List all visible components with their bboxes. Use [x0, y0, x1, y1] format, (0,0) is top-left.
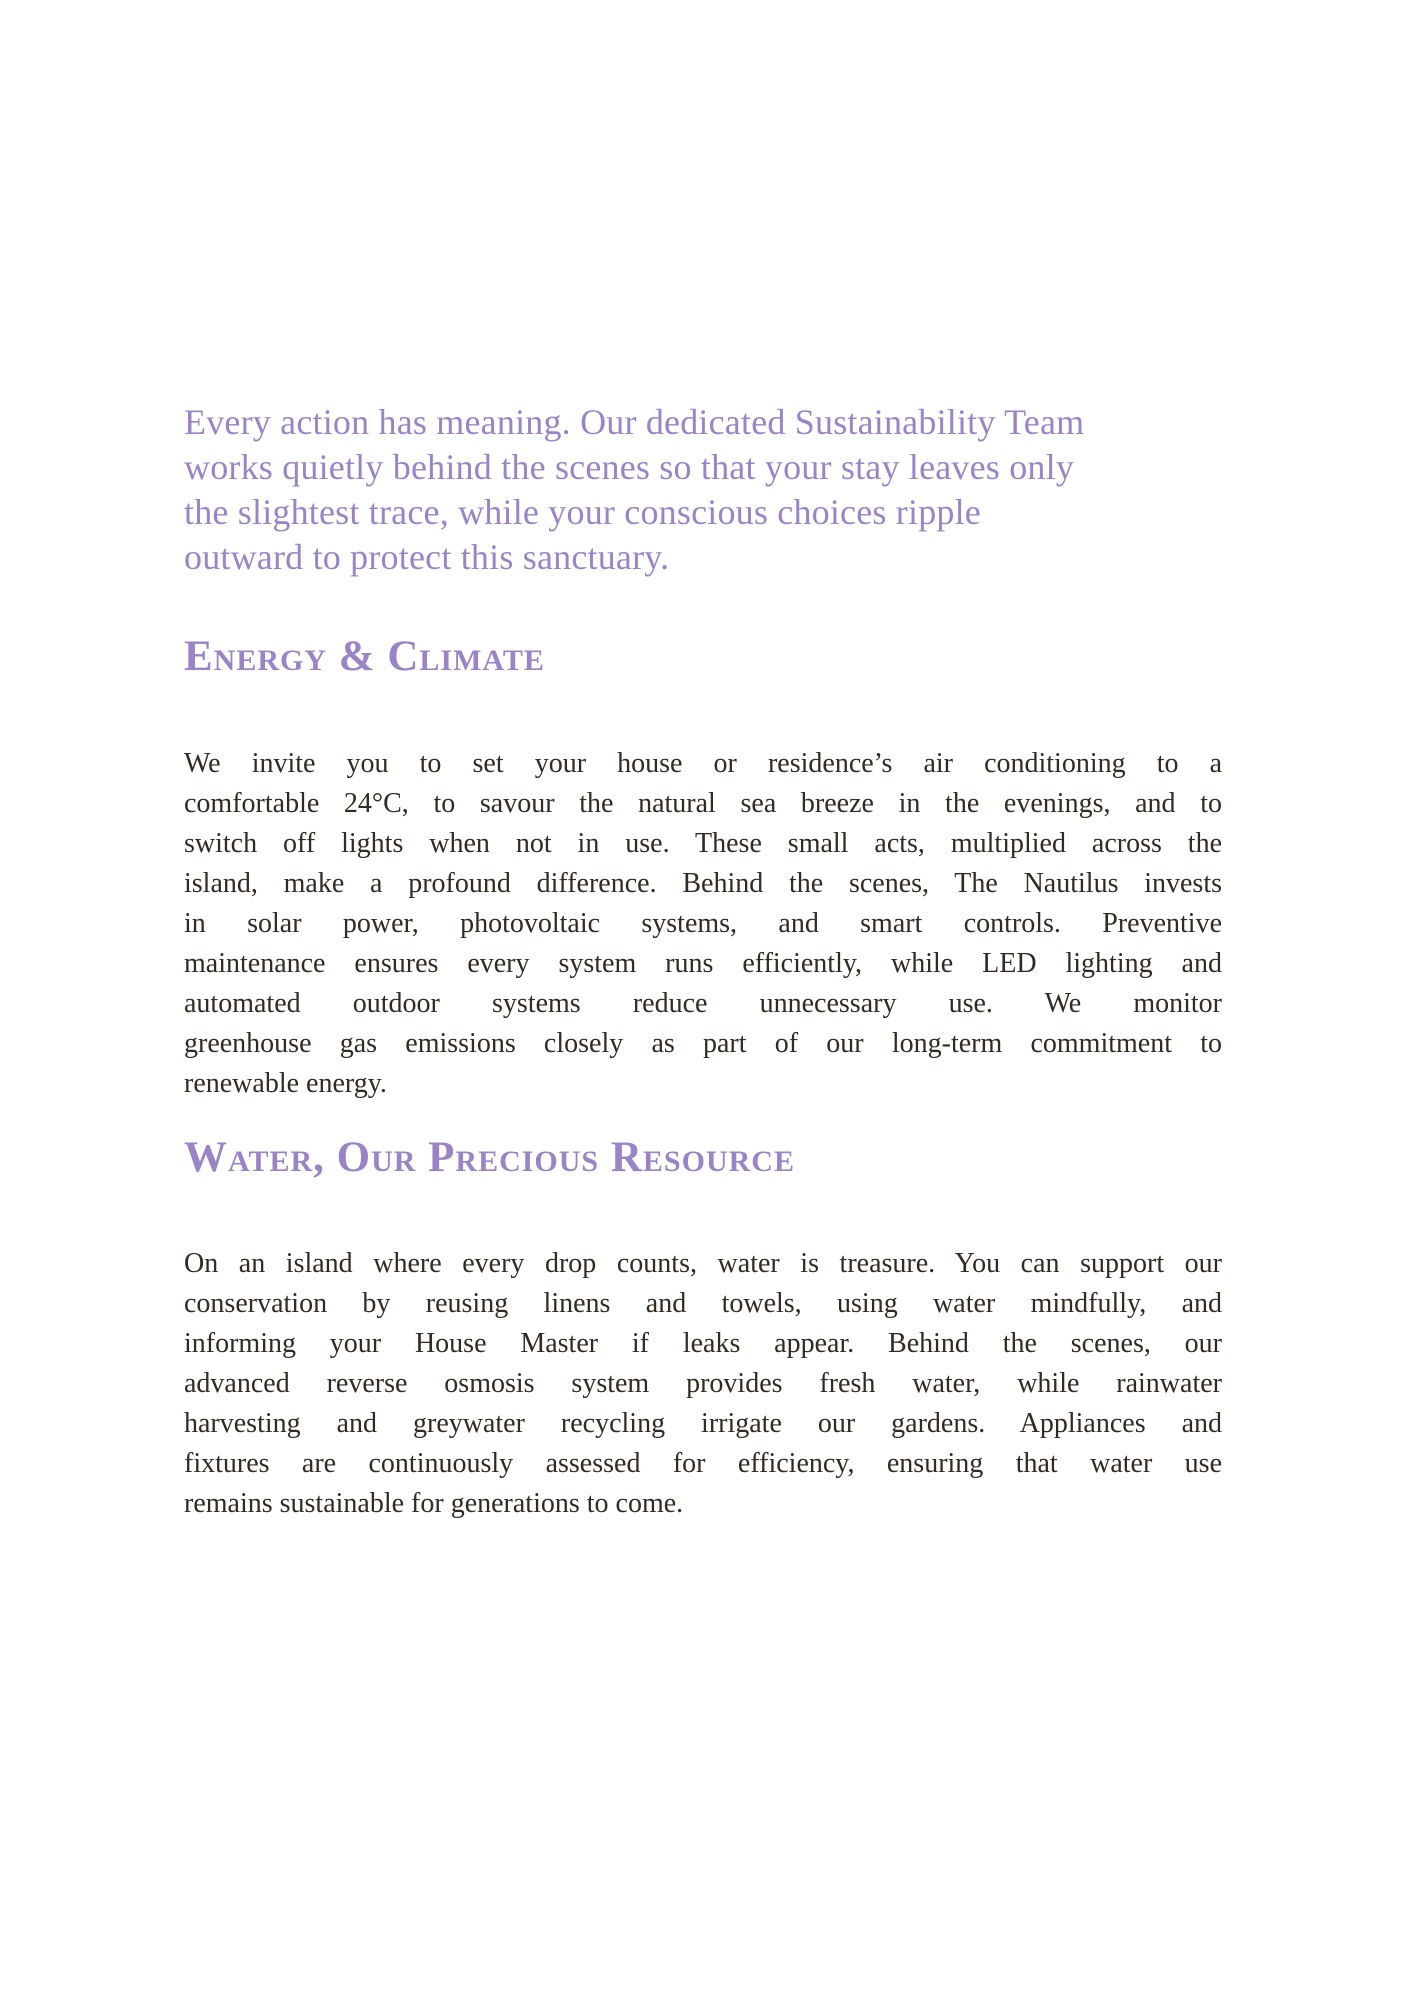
text-line: informing your House Master if leaks appear. Behind the scenes, our: [184, 1328, 1222, 1359]
text-line: fixtures are continuously assessed for efficiency, ensuring that water use: [184, 1448, 1222, 1479]
text-line: island, make a profound difference. Behind the scenes, The Nautilus invests: [184, 868, 1222, 899]
text-line: the slightest trace, while your conscious choices ripple: [184, 492, 981, 532]
text-line: We invite you to set your house or residence’s air conditioning to a: [184, 748, 1222, 779]
text-line: works quietly behind the scenes so that your stay leaves only: [184, 447, 1075, 487]
text-line: advanced reverse osmosis system provides fresh water, while rainwater: [184, 1368, 1222, 1399]
text-line: outward to protect this sanctuary.: [184, 537, 670, 577]
text-line: comfortable 24°C, to savour the natural sea breeze in the evenings, and to: [184, 788, 1222, 819]
text-line: greenhouse gas emissions closely as part of our long-term commitment to: [184, 1028, 1222, 1059]
text-line: harvesting and greywater recycling irrigate our gardens. Appliances and: [184, 1408, 1222, 1439]
text-line: On an island where every drop counts, water is treasure. You can support our: [184, 1248, 1222, 1279]
paragraph-energy-climate: [184, 744, 1222, 1104]
text-line: switch off lights when not in use. These small acts, multiplied across the: [184, 828, 1222, 859]
text-line: automated outdoor systems reduce unnecessary use. We monitor: [184, 988, 1222, 1019]
intro-paragraph: [184, 400, 1244, 580]
text-line: maintenance ensures every system runs efficiently, while LED lighting and: [184, 948, 1222, 979]
text-line: Every action has meaning. Our dedicated Sustainability Team: [184, 402, 1085, 442]
paragraph-water-resource: [184, 1244, 1222, 1524]
text-line: remains sustainable for generations to come.: [184, 1488, 684, 1519]
section-heading-water-resource: Water, Our Precious Resource: [184, 1134, 795, 1181]
section-heading-energy-climate: Energy & Climate: [184, 633, 545, 680]
text-line: conservation by reusing linens and towels, using water mindfully, and: [184, 1288, 1222, 1319]
text-line: in solar power, photovoltaic systems, and smart controls. Preventive: [184, 908, 1222, 939]
text-line: renewable energy.: [184, 1068, 387, 1099]
